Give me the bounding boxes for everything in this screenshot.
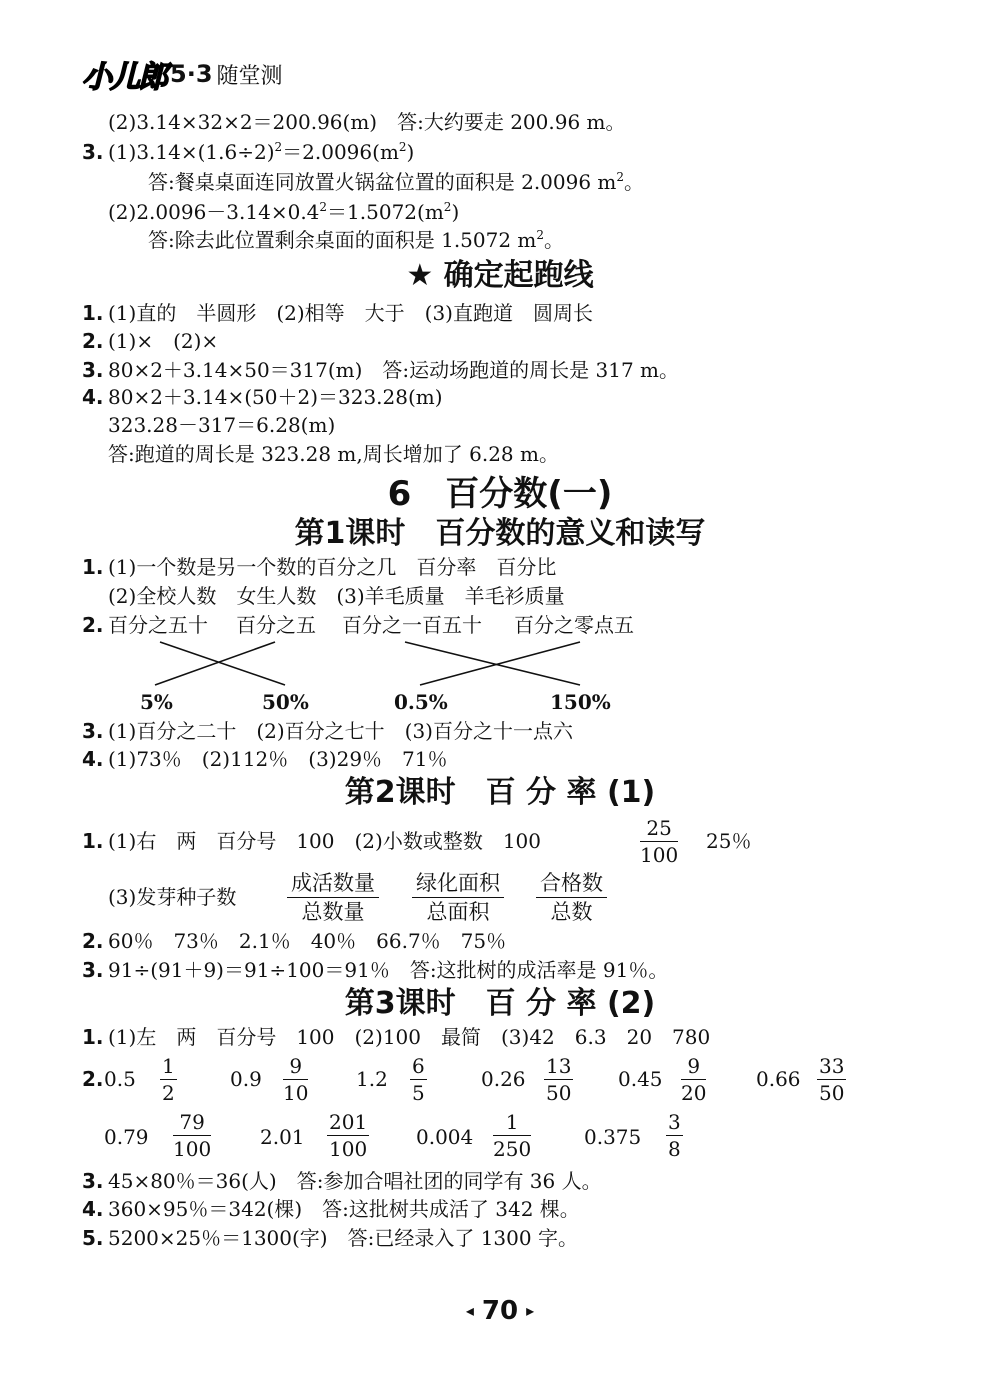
lesson-title: 第2课时 百 分 率 (1): [344, 775, 656, 810]
answer-line: (1)一个数是另一个数的百分之几 百分率 百分比: [108, 555, 557, 579]
question-number: 4.: [82, 385, 104, 409]
fraction: [817, 1054, 846, 1105]
decimal-value: 0.5: [104, 1067, 136, 1091]
question-number: 2.: [82, 929, 104, 953]
numerator: 33: [819, 1054, 845, 1078]
denominator: 2: [162, 1081, 175, 1105]
question-number: 3.: [82, 140, 104, 164]
fraction: [327, 1110, 369, 1161]
question-number: 3.: [82, 358, 104, 382]
answer-line: (3)发芽种子数: [108, 885, 237, 909]
question-number: 3.: [82, 719, 104, 743]
matching-percent: 150%: [550, 690, 611, 714]
chevron-right-icon: ▸: [526, 1301, 535, 1320]
question-number: 2.: [82, 613, 104, 637]
numerator: 25: [640, 816, 678, 842]
brand-number: 5·3: [170, 60, 213, 88]
lesson-title: 第3课时 百 分 率 (2): [344, 986, 656, 1021]
denominator: 20: [681, 1081, 707, 1105]
numerator: 9: [283, 1054, 308, 1080]
fraction: [160, 1054, 177, 1105]
answer-line: 答:除去此位置剩余桌面的面积是 1.5072 $m^2$。: [148, 228, 565, 252]
question-number: 3.: [82, 1169, 104, 1193]
word-fraction: [412, 870, 504, 925]
denominator: 8: [668, 1137, 681, 1161]
numerator: 合格数: [536, 870, 607, 898]
answer-line: (1)直的 半圆形 (2)相等 大于 (3)直跑道 圆周长: [108, 301, 593, 325]
fraction: [666, 1110, 683, 1161]
brand-logo: 小儿郎: [82, 60, 166, 95]
decimal-value: 2.01: [260, 1125, 305, 1149]
answer-line: (1)× (2)×: [108, 329, 219, 353]
answer-line: 80×2＋3.14×(50＋2)＝323.28(m): [108, 385, 443, 409]
denominator: 5: [412, 1081, 425, 1105]
denominator: 250: [493, 1137, 532, 1161]
denominator: 总面积: [426, 900, 490, 924]
matching-percent: 5%: [140, 690, 173, 714]
denominator: 100: [329, 1137, 368, 1161]
denominator: 总数: [550, 900, 593, 924]
numerator: 3: [668, 1110, 681, 1134]
denominator: 总数量: [301, 900, 365, 924]
answer-line: 60％ 73％ 2.1％ 40％ 66.7％ 75％: [108, 929, 507, 953]
denominator: 50: [546, 1081, 572, 1105]
decimal-value: 0.26: [481, 1067, 526, 1091]
page-footer: [0, 1296, 1000, 1326]
lesson-title: 第1课时 百分数的意义和读写: [294, 516, 706, 551]
section-title: ★ 确定起跑线: [406, 258, 594, 293]
question-number: 2.: [82, 329, 104, 353]
decimal-value: 1.2: [356, 1067, 388, 1091]
numerator: 9: [681, 1054, 706, 1080]
decimal-value: 0.66: [756, 1067, 801, 1091]
matching-word: 百分之五: [236, 613, 316, 637]
matching-word: 百分之五十: [108, 613, 208, 637]
fraction: [410, 1054, 427, 1105]
decimal-value: 0.004: [416, 1125, 474, 1149]
denominator: 50: [819, 1081, 845, 1105]
word-fraction: [287, 870, 379, 925]
decimal-value: 0.79: [104, 1125, 149, 1149]
word-fraction: [536, 870, 607, 925]
numerator: 绿化面积: [412, 870, 504, 898]
answer-line: 5200×25％＝1300(字) 答:已经录入了 1300 字。: [108, 1226, 578, 1250]
question-number: 2.: [82, 1067, 104, 1091]
answer-line: 91÷(91＋9)＝91÷100＝91％ 答:这批树的成活率是 91％。: [108, 958, 669, 982]
decimal-value: 0.45: [618, 1067, 663, 1091]
numerator: 79: [173, 1110, 211, 1136]
fraction: [493, 1110, 531, 1161]
question-number: 1.: [82, 555, 104, 579]
answer-line: (1)左 两 百分号 100 (2)100 最简 (3)42 6.3 20 780: [108, 1025, 711, 1049]
answer-line: (2)全校人数 女生人数 (3)羊毛质量 羊毛衫质量: [108, 584, 565, 608]
answer-line: 答:跑道的周长是 323.28 m,周长增加了 6.28 m。: [108, 442, 559, 466]
answer-line: (1)百分之二十 (2)百分之七十 (3)百分之十一点六: [108, 719, 573, 743]
denominator: 100: [640, 843, 679, 867]
question-number: 5.: [82, 1226, 104, 1250]
question-number: 4.: [82, 1197, 104, 1221]
numerator: 201: [329, 1110, 368, 1134]
answer-line: 80×2＋3.14×50＝317(m) 答:运动场跑道的周长是 317 m。: [108, 358, 680, 382]
answer-line: 323.28－317＝6.28(m): [108, 413, 336, 437]
fraction: [544, 1054, 573, 1105]
question-number: 3.: [82, 958, 104, 982]
numerator: 6: [412, 1054, 425, 1078]
question-number: 1.: [82, 301, 104, 325]
brand-series: 随堂测: [216, 63, 283, 89]
chevron-left-icon: ◂: [465, 1301, 474, 1320]
answer-line: 答:餐桌桌面连同放置火锅盆位置的面积是 2.0096 $m^2$。: [148, 170, 645, 194]
matching-word: 百分之零点五: [514, 613, 634, 637]
decimal-value: 0.375: [584, 1125, 642, 1149]
matching-percent: 50%: [262, 690, 309, 714]
answer-line: 360×95％＝342(棵) 答:这批树共成活了 342 棵。: [108, 1197, 580, 1221]
match-line: [155, 642, 275, 685]
decimal-value: 0.9: [230, 1067, 262, 1091]
answer-line: (1)右 两 百分号 100 (2)小数或整数 100: [108, 829, 542, 853]
numerator: 1: [493, 1110, 531, 1136]
numerator: 13: [546, 1054, 572, 1078]
fraction: [640, 816, 678, 867]
answer-line: 45×80％＝36(人) 答:参加合唱社团的同学有 36 人。: [108, 1169, 602, 1193]
page-number: 70: [481, 1296, 519, 1326]
numerator: 1: [162, 1054, 175, 1078]
question-number: 1.: [82, 829, 104, 853]
numerator: 成活数量: [287, 870, 379, 898]
answer-line: (2)3.14×32×2＝200.96(m) 答:大约要走 200.96 m。: [108, 110, 626, 134]
unit-title: 6 百分数(一): [387, 474, 613, 514]
question-number: 4.: [82, 747, 104, 771]
denominator: 10: [283, 1081, 309, 1105]
answer-line: 25％: [706, 829, 752, 853]
fraction: [283, 1054, 308, 1105]
question-number: 1.: [82, 1025, 104, 1049]
answer-line: (1)73％ (2)112％ (3)29％ 71％: [108, 747, 448, 771]
matching-percent: 0.5%: [394, 690, 448, 714]
answer-line: $(2)2.0096-3.14\times 0.4^2=1.5072(m^2)$: [108, 200, 460, 224]
fraction: [173, 1110, 211, 1161]
denominator: 100: [173, 1137, 212, 1161]
matching-word: 百分之一百五十: [342, 613, 482, 637]
answer-line: $(1)3.14\times(1.6\div 2)^2=2.0096(m^2)$: [108, 140, 415, 164]
match-line: [160, 642, 285, 685]
fraction: [681, 1054, 706, 1105]
